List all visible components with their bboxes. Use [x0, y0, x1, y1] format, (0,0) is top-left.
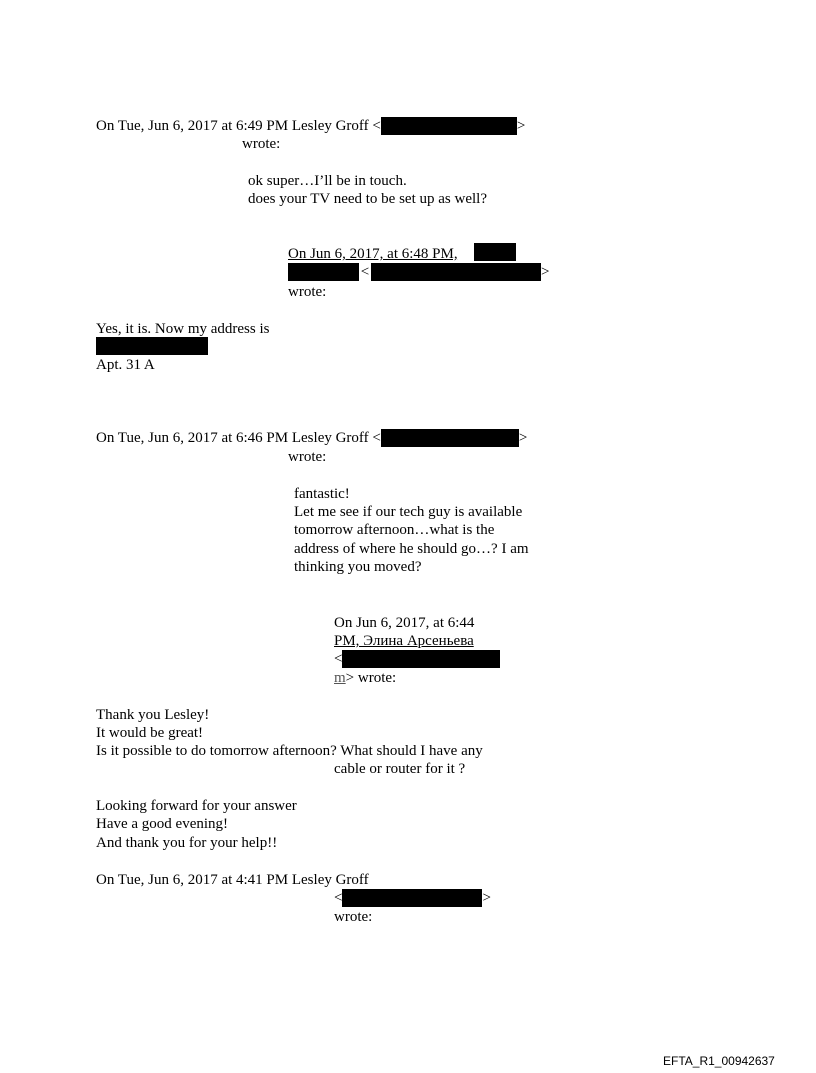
message-line: It would be great!	[96, 725, 204, 741]
email-header-1-wrote: wrote:	[242, 136, 281, 152]
redaction-box	[381, 117, 517, 135]
email-header-2: On Jun 6, 2017, at 6:48 PM,	[288, 246, 458, 262]
message-line: Looking forward for your answer	[96, 798, 297, 814]
message-line: Thank you Lesley!	[96, 707, 210, 723]
email-header-3-wrote: wrote:	[288, 449, 327, 465]
message-line: Yes, it is. Now my address is	[96, 321, 270, 337]
email-header-5-address: < >	[334, 890, 491, 906]
redaction-box	[288, 263, 359, 281]
message-line: Have a good evening!	[96, 816, 229, 832]
redaction-box	[96, 337, 208, 355]
email-header-3: On Tue, Jun 6, 2017 at 6:46 PM Lesley Groff < >	[96, 430, 528, 446]
message-line: does your TV need to be set up as well?	[248, 191, 487, 207]
redaction-box	[342, 889, 482, 907]
redaction-box	[381, 429, 519, 447]
email-header-5: On Tue, Jun 6, 2017 at 4:41 PM Lesley Groff	[96, 872, 369, 888]
message-line: address of where he should go…? I am	[294, 541, 529, 557]
email-header-4-wrote: m> wrote:	[334, 670, 397, 686]
message-line: cable or router for it ?	[334, 761, 466, 777]
message-line: fantastic!	[294, 486, 350, 502]
message-line: tomorrow afternoon…what is the	[294, 522, 495, 538]
email-header-5-wrote: wrote:	[334, 909, 373, 925]
redaction-box	[474, 243, 516, 261]
message-line: Apt. 31 A	[96, 357, 155, 373]
message-line: And thank you for your help!!	[96, 835, 278, 851]
message-line: Let me see if our tech guy is available	[294, 504, 523, 520]
message-line: thinking you moved?	[294, 559, 422, 575]
email-header-1: On Tue, Jun 6, 2017 at 6:49 PM Lesley Groff < >	[96, 118, 526, 134]
email-header-4-address: <	[334, 650, 500, 668]
redaction-box	[371, 263, 541, 281]
document-id: EFTA_R1_00942637	[663, 1054, 775, 1068]
email-header-2-address: < >	[288, 263, 549, 281]
email-header-4-name: PM, Элина Арсеньева	[334, 633, 474, 649]
redaction-box	[342, 650, 500, 668]
message-line: Is it possible to do tomorrow afternoon? What should I have any	[96, 743, 483, 759]
message-line: ok super…I’ll be in touch.	[248, 173, 407, 189]
email-header-4: On Jun 6, 2017, at 6:44	[334, 615, 475, 631]
email-header-2-wrote: wrote:	[288, 284, 327, 300]
